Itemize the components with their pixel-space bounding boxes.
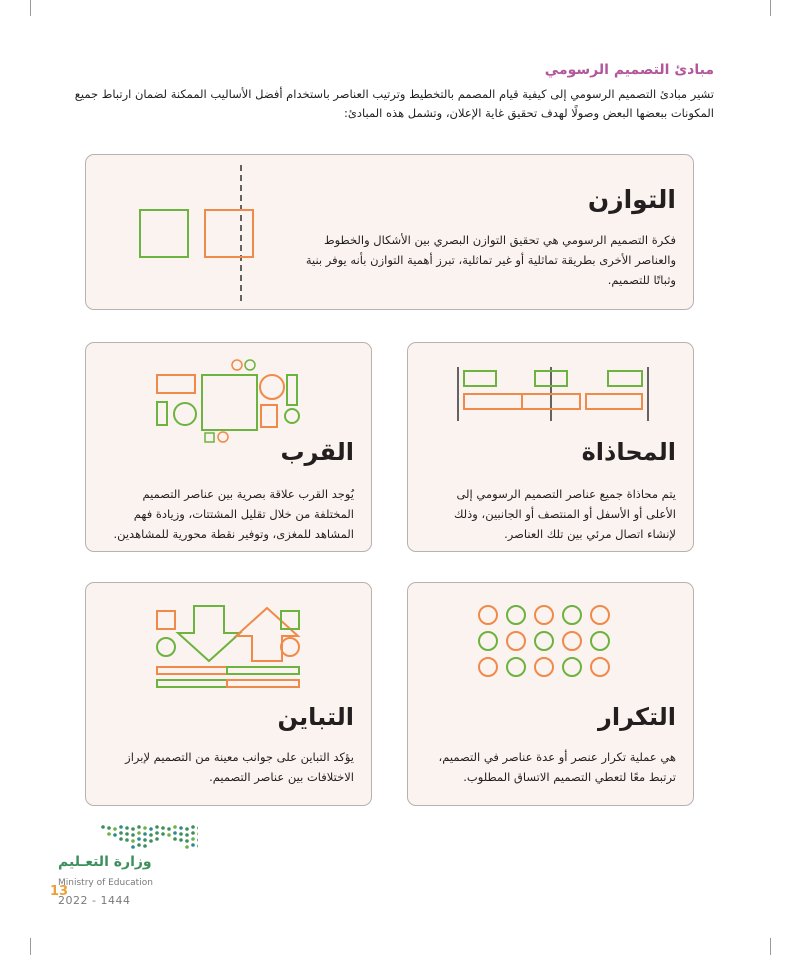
logo-dot (137, 837, 141, 841)
logo-dot (107, 826, 111, 830)
logo-dot (119, 831, 123, 835)
repeat-circle (479, 632, 497, 650)
alignment-illustration (456, 365, 656, 425)
logo-dot (131, 827, 135, 831)
logo-dot (101, 825, 105, 829)
logo-dot (185, 839, 189, 843)
logo-dot (125, 826, 129, 830)
logo-dot (149, 833, 153, 837)
logo-dot (125, 838, 129, 842)
logo-dot (197, 826, 198, 830)
logo-dot (131, 833, 135, 837)
repeat-circle (563, 606, 581, 624)
logo-dot (143, 832, 147, 836)
contrast-title: التباين (277, 703, 354, 731)
up-arrow-shape (236, 608, 298, 661)
green-square (140, 210, 188, 257)
contrast-illustration (154, 603, 314, 693)
ministry-name-arabic: وزارة التعـليم (58, 854, 152, 870)
repetition-illustration (478, 605, 638, 685)
repeat-circle (591, 658, 609, 676)
logo-dot (179, 838, 183, 842)
logo-dot (131, 839, 135, 843)
balance-title: التوازن (587, 185, 676, 214)
logo-dot (155, 825, 159, 829)
logo-dot (113, 827, 117, 831)
proximity-desc: يُوجد القرب علاقة بصرية بين عناصر التصميم المختلفة من خلال تقليل المشتتات، وزيادة فهم المشاهد للمغزى، وتوفير نقطة محورية للمشاهدين. (113, 487, 354, 541)
logo-dot (173, 831, 177, 835)
crop-mark (30, 0, 31, 16)
proximity-title: القرب (280, 438, 354, 466)
repeat-circle (563, 658, 581, 676)
logo-dot (143, 826, 147, 830)
proximity-card (85, 342, 372, 552)
logo-dot (149, 827, 153, 831)
repeat-circle (535, 658, 553, 676)
alignment-desc: يتم محاذاة جميع عناصر التصميم الرسومي إلى الأعلى أو الأسفل أو المنتصف أو الجانبين، وذلك لإنشاء اتصال مرئي بين تلك العناصر. (453, 487, 676, 541)
down-arrow-shape (178, 606, 240, 661)
logo-dot (107, 832, 111, 836)
intro-paragraph: تشير مبادئ التصميم الرسومي إلى كيفية قيام المصمم بالتخطيط وترتيب العناصر باستخدام أفضل الأساليب الممكنة لضمان ارتباط جميع المكونات ببعضها البعض وصولًا لهدف تحقيق غاية الإعلان، وتشمل هذه المبادئ: (74, 87, 714, 120)
logo-dot (149, 839, 153, 843)
logo-dot (137, 843, 141, 847)
logo-dot (155, 837, 159, 841)
logo-dot (119, 837, 123, 841)
logo-dot (185, 833, 189, 837)
repeat-circle (535, 606, 553, 624)
logo-dot (197, 838, 198, 842)
logo-dot (197, 832, 198, 836)
repeat-circle (535, 632, 553, 650)
repeat-circle (591, 632, 609, 650)
logo-dot (185, 827, 189, 831)
balance-card (85, 154, 694, 310)
repetition-card (407, 582, 694, 806)
logo-dot (119, 825, 123, 829)
logo-dot (137, 831, 141, 835)
ministry-name-english: Ministry of Education (58, 878, 153, 888)
logo-dot (173, 825, 177, 829)
crop-mark (770, 938, 771, 955)
balance-desc: فكرة التصميم الرسومي هي تحقيق التوازن البصري بين الأشكال والخطوط والعناصر الأخرى بطريقة تماثلية أو غير تماثلية، تبرز أهمية التوازن بأنه يوفر بنية وثباتًا للتصميم. (305, 233, 676, 287)
repeat-circle (507, 658, 525, 676)
logo-dot (191, 831, 195, 835)
logo-dot (143, 844, 147, 848)
crop-mark (770, 0, 771, 16)
repeat-circle (479, 658, 497, 676)
logo-dot (161, 832, 165, 836)
logo-dot (131, 845, 135, 849)
logo-dot (161, 826, 165, 830)
logo-dot (143, 838, 147, 842)
crop-mark (30, 938, 31, 955)
logo-dot (167, 833, 171, 837)
logo-dot (197, 844, 198, 848)
repeat-circle (591, 606, 609, 624)
repetition-title: التكرار (598, 703, 676, 731)
ministry-logo-icon (58, 822, 198, 854)
logo-dot (167, 827, 171, 831)
logo-dot (179, 826, 183, 830)
logo-dot (191, 825, 195, 829)
logo-dot (185, 845, 189, 849)
alignment-title: المحاذاة (581, 438, 676, 466)
repetition-desc: هي عملية تكرار عنصر أو عدة عناصر في التصميم، ترتبط معًا لتعطي التصميم الاتساق المطلوب. (438, 750, 676, 784)
orange-square (205, 210, 253, 257)
balance-illustration (131, 155, 291, 311)
alignment-card (407, 342, 694, 552)
repeat-circle (507, 632, 525, 650)
logo-dot (173, 837, 177, 841)
logo-dot (125, 832, 129, 836)
contrast-card (85, 582, 372, 806)
repeat-circle (563, 632, 581, 650)
logo-dot (191, 843, 195, 847)
contrast-desc: يؤكد التباين على جوانب معينة من التصميم لإبراز الاختلافات بين عناصر التصميم. (125, 750, 354, 784)
section-title: مبادئ التصميم الرسومي (544, 62, 714, 78)
logo-dot (179, 832, 183, 836)
logo-dot (137, 825, 141, 829)
logo-dot (155, 831, 159, 835)
logo-dot (113, 833, 117, 837)
year-label: 2022 - 1444 (58, 894, 131, 907)
page-number: 13 (50, 884, 69, 899)
repeat-circle (479, 606, 497, 624)
logo-dot (191, 837, 195, 841)
repeat-circle (507, 606, 525, 624)
